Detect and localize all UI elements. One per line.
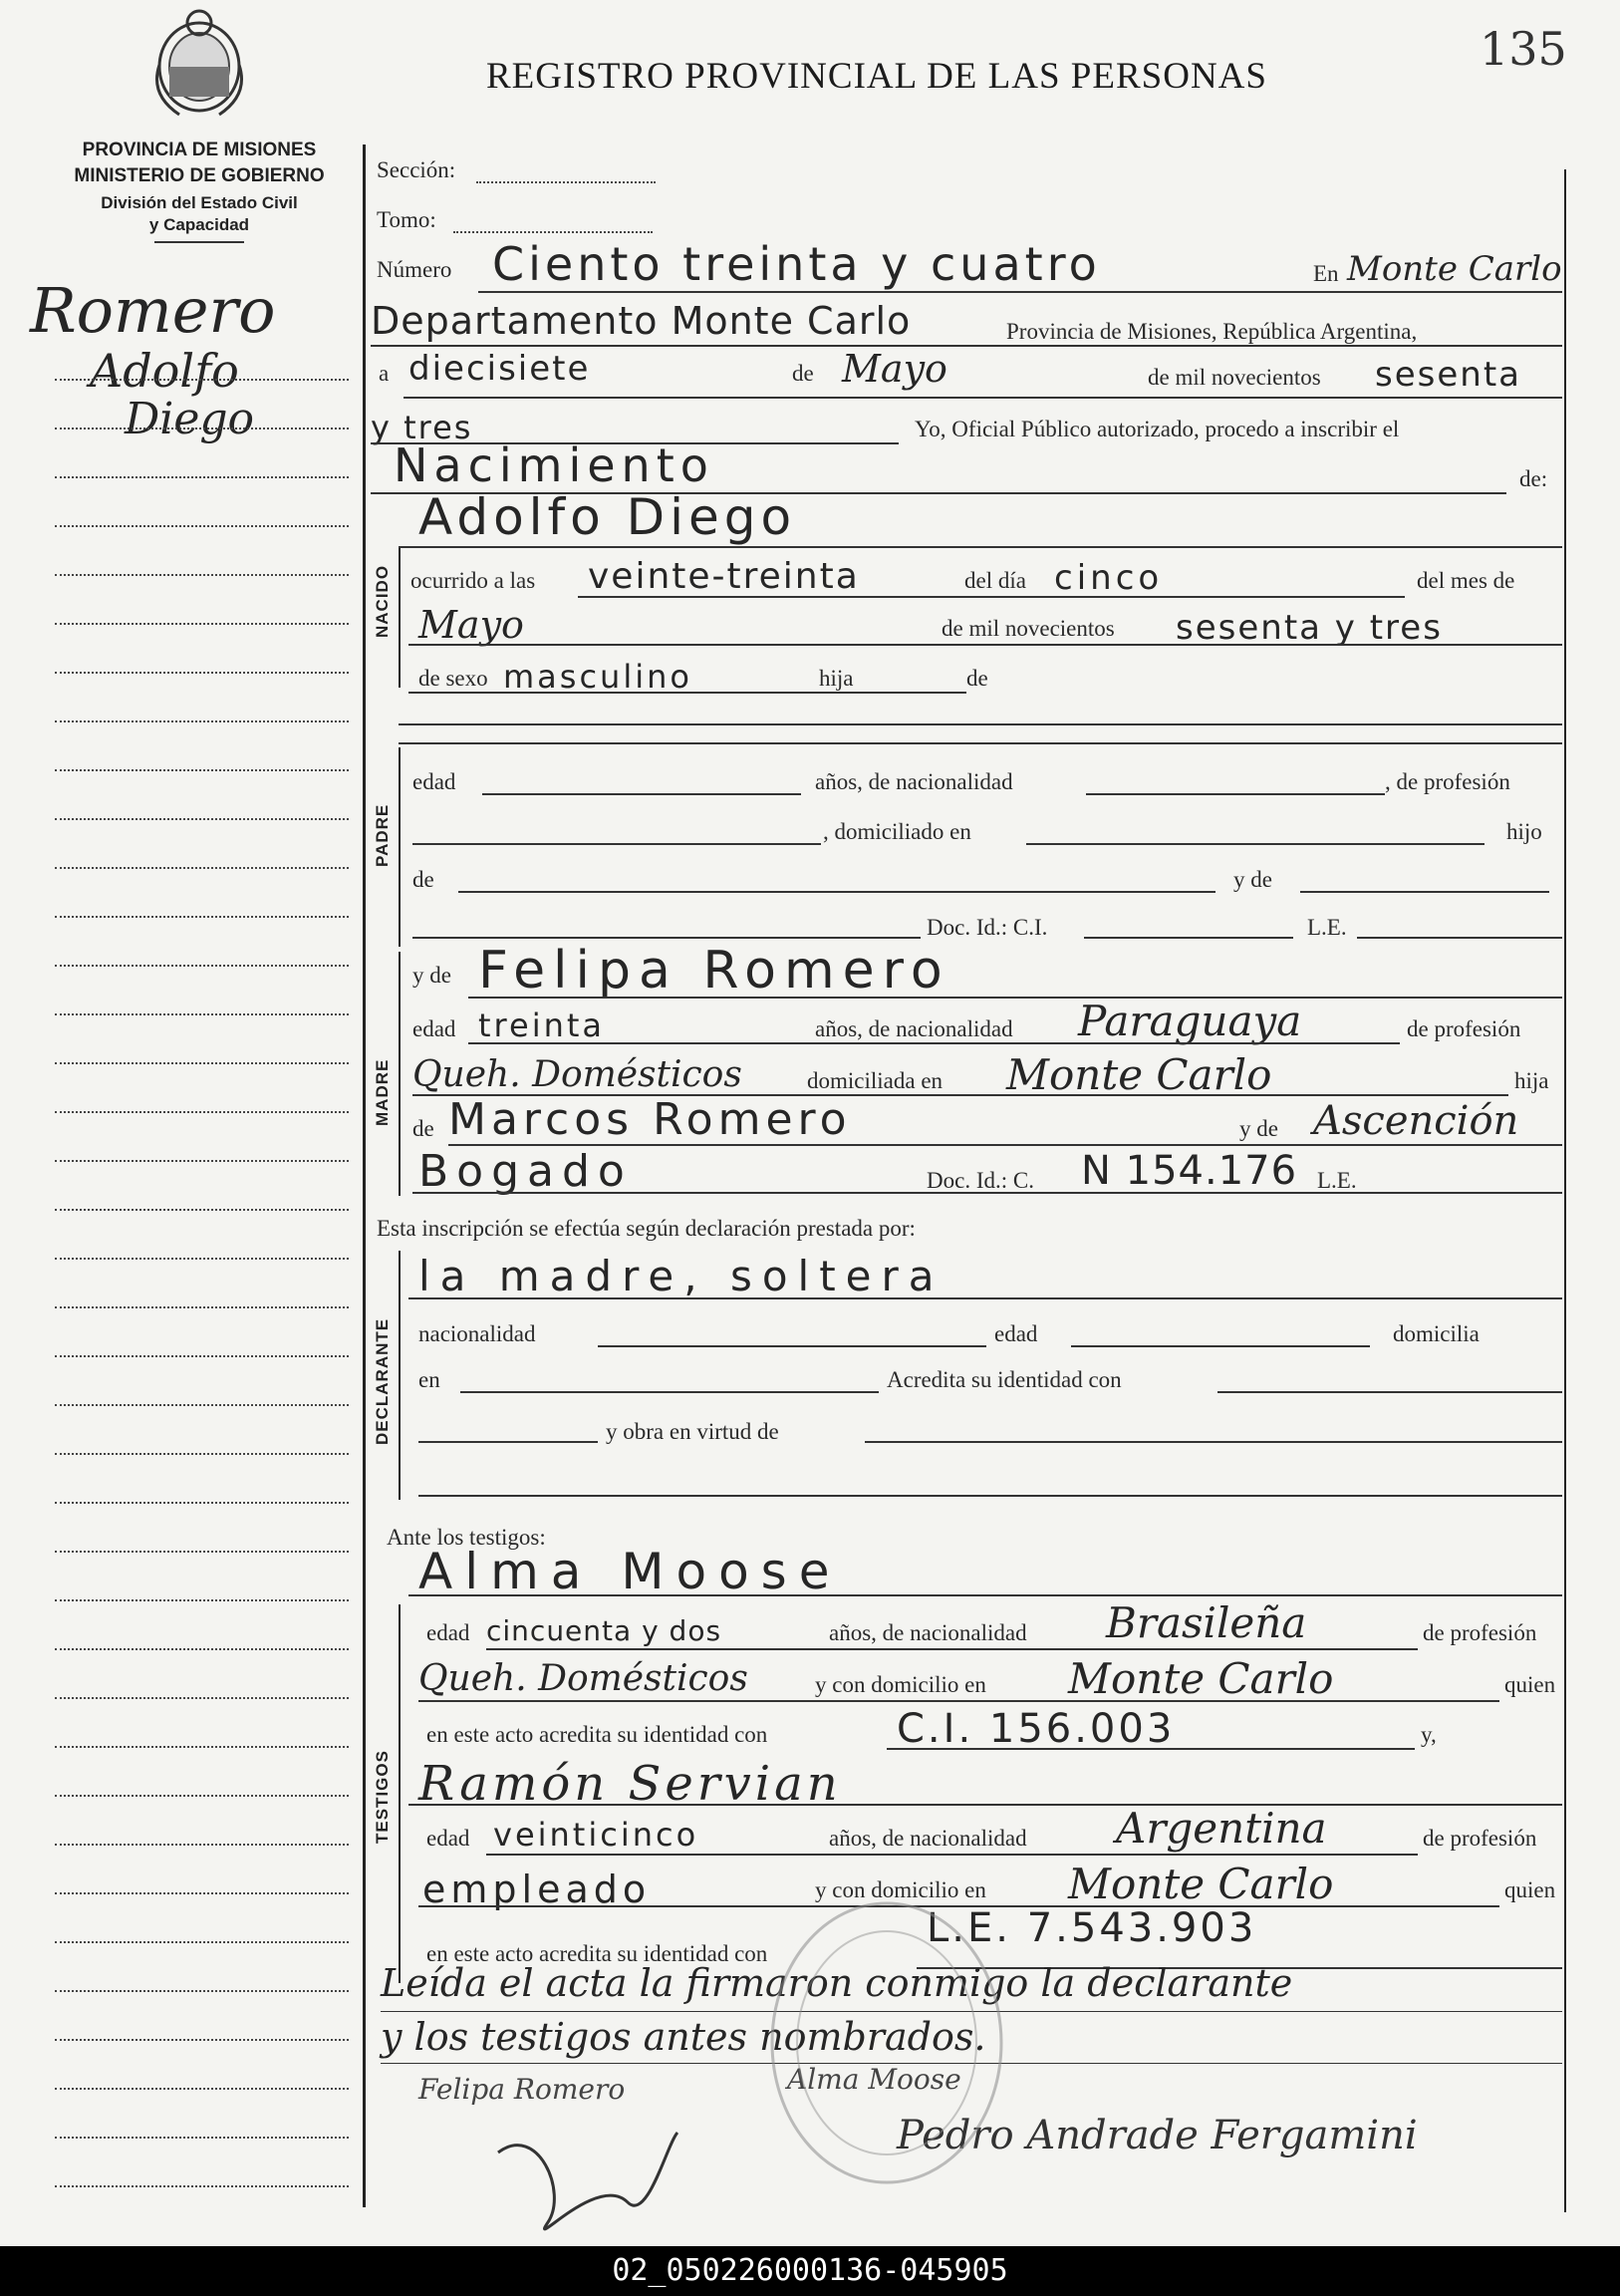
margin-dotted-line	[55, 379, 349, 381]
margin-dotted-line	[55, 574, 349, 576]
numero-label: Número	[377, 257, 452, 282]
margin-dotted-line	[55, 1551, 349, 1553]
madre-hija-label: hija	[1514, 1068, 1549, 1093]
t2-nac-value: Argentina	[1116, 1804, 1327, 1853]
left-header	[40, 140, 359, 243]
t1-edad-label: edad	[426, 1620, 470, 1645]
madre-doc-value: N 154.176	[1081, 1148, 1298, 1194]
anio2-value: y tres	[371, 409, 473, 446]
main-border-right	[1564, 169, 1566, 2212]
testigos-bracket	[399, 1604, 401, 1983]
side-label-declarante: DECLARANTE	[373, 1317, 392, 1445]
seccion-field	[476, 181, 656, 183]
t2-nac-label: años, de nacionalidad	[829, 1826, 1027, 1851]
t1-nac-label: años, de nacionalidad	[829, 1620, 1027, 1645]
margin-dotted-line	[55, 1892, 349, 1894]
t1-prof-value: Queh. Domésticos	[418, 1658, 748, 1699]
t2-doc-value: L.E. 7.543.903	[927, 1905, 1257, 1951]
declarante-acredita-line	[1217, 1391, 1562, 1393]
t1-doc-value: C.I. 156.003	[897, 1706, 1176, 1752]
margin-dotted-line	[55, 867, 349, 869]
abuela-value: Ascención	[1313, 1098, 1519, 1144]
t2-nombre-line	[408, 1804, 1562, 1806]
t1-dom-value: Monte Carlo	[1068, 1654, 1334, 1703]
t2-edad-label: edad	[426, 1826, 470, 1851]
margin-dotted-line	[55, 1990, 349, 1992]
t1-dom-line	[418, 1700, 1499, 1702]
margin-dotted-line	[55, 623, 349, 625]
margin-dotted-line	[55, 2088, 349, 2090]
padre-edad-line	[482, 793, 801, 795]
declarante-line	[408, 1297, 1562, 1299]
declarante-acredita-label: Acredita su identidad con	[887, 1367, 1122, 1392]
anio-nac-value: sesenta y tres	[1176, 608, 1443, 648]
margin-dotted-line	[55, 476, 349, 478]
mes-nac-value: Mayo	[418, 603, 524, 647]
fecha-line	[404, 397, 1562, 399]
declarante-value: la madre, soltera	[418, 1252, 945, 1300]
t1-dom-label: y con domicilio en	[815, 1672, 986, 1697]
padre-dom-label: , domiciliado en	[823, 819, 971, 844]
margin-dotted-line	[55, 720, 349, 722]
abuelo-value: Marcos Romero	[448, 1094, 852, 1145]
declarante-bracket	[399, 1251, 401, 1500]
dia-nac-value: cinco	[1054, 558, 1164, 598]
ocurrido-line	[578, 596, 1405, 598]
ocurrido-label: ocurrido a las	[410, 568, 536, 593]
testigos-label: Ante los testigos:	[387, 1525, 546, 1550]
margin-dotted-line	[55, 1111, 349, 1113]
t2-edad-line	[486, 1854, 1418, 1856]
de-label-2: de	[966, 666, 988, 691]
declarante-obra-line-2	[865, 1441, 1562, 1443]
margin-dotted-line	[55, 1306, 349, 1308]
t1-prof-label: de profesión	[1423, 1620, 1537, 1645]
seccion-label: Sección:	[377, 157, 456, 182]
mes-value: Mayo	[842, 347, 947, 391]
numero-value: Ciento treinta y cuatro	[492, 237, 1101, 291]
official-stamp-icon	[757, 1893, 1016, 2192]
nombre-line	[399, 546, 1562, 548]
t1-edad-line	[486, 1648, 1418, 1650]
declarante-extra-line	[418, 1495, 1562, 1497]
en-label: En	[1313, 261, 1339, 286]
padre-le-line	[1357, 937, 1562, 939]
declaracion-label: Esta inscripción se efectúa según declaración prestada por:	[377, 1216, 916, 1241]
t1-edad-value: cincuenta y dos	[486, 1614, 722, 1647]
padre-edad-label: edad	[412, 769, 456, 794]
madre-nombre-value: Felipa Romero	[478, 941, 950, 1001]
t2-nombre-value: Ramón Servian	[418, 1756, 842, 1812]
madre-edad-line	[468, 1042, 1400, 1044]
margin-dotted-line	[55, 1209, 349, 1211]
padre-ci-line	[1084, 937, 1293, 939]
firma-madre: Felipa Romero	[418, 2073, 626, 2106]
padre-hijo-label: hijo	[1506, 819, 1542, 844]
declarante-nac-label: nacionalidad	[418, 1321, 536, 1346]
nota-line-1: Leída el acta la firmaron conmigo la declarante	[381, 1961, 1293, 2005]
nota-line-2: y los testigos antes nombrados.	[381, 2015, 986, 2059]
margin-dotted-line	[55, 672, 349, 674]
tomo-label: Tomo:	[377, 207, 436, 232]
margin-dotted-line	[55, 2185, 349, 2187]
side-label-padre: PADRE	[373, 803, 392, 867]
margin-dotted-line	[55, 1844, 349, 1846]
nacido-bracket	[399, 548, 401, 688]
lugar-value: Monte Carlo	[1347, 249, 1562, 289]
demil-label: de mil novecientos	[1148, 365, 1321, 390]
margin-dotted-line	[55, 916, 349, 918]
t2-prof-label: de profesión	[1423, 1826, 1537, 1851]
margin-dotted-line	[55, 1746, 349, 1748]
deldia-label: del día	[964, 568, 1026, 593]
sexo-value: masculino	[503, 658, 692, 696]
t1-doc-line	[887, 1748, 1415, 1750]
madre-nac-label: años, de nacionalidad	[815, 1016, 1013, 1041]
margin-dotted-line	[55, 428, 349, 430]
signature-scribble-icon	[478, 2113, 697, 2252]
margin-dotted-line	[55, 1648, 349, 1650]
t1-acredita-label: en este acto acredita su identidad con	[426, 1722, 768, 1747]
declarante-en-line	[460, 1391, 879, 1393]
t2-acredita-label: en este acto acredita su identidad con	[426, 1941, 768, 1966]
madre-de-label: de	[412, 1116, 434, 1141]
hija-label: hija	[819, 666, 854, 691]
t2-prof-value: empleado	[422, 1867, 652, 1911]
abuela2-value: Bogado	[418, 1146, 633, 1197]
main-border-left	[363, 144, 366, 2207]
padre-doc-line	[412, 937, 921, 939]
sexo-line	[408, 692, 966, 694]
margin-dotted-line	[55, 1013, 349, 1015]
margin-dotted-line	[55, 1795, 349, 1797]
side-label-testigos: TESTIGOS	[373, 1750, 392, 1844]
madre-dom-value: Monte Carlo	[1006, 1050, 1272, 1099]
padre-dom-line	[1026, 843, 1485, 845]
tomo-field	[453, 231, 653, 233]
madre-nac-value: Paraguaya	[1078, 997, 1302, 1045]
madre-prof-value: Queh. Domésticos	[412, 1054, 742, 1095]
departamento-value: Departamento Monte Carlo	[371, 299, 912, 343]
margin-dotted-line	[55, 2039, 349, 2041]
madre-edad-value: treinta	[478, 1006, 606, 1044]
section-rule-2	[399, 742, 1562, 744]
madre-edad-label: edad	[412, 1016, 456, 1041]
delmes-label: del mes de	[1417, 568, 1515, 593]
margin-dotted-line	[55, 1941, 349, 1943]
t2-quien-label: quien	[1504, 1877, 1556, 1902]
t1-y-label: y,	[1421, 1722, 1437, 1747]
departamento-line	[371, 345, 1562, 347]
dia-value: diecisiete	[408, 349, 591, 389]
declarante-edad-line	[1071, 1345, 1370, 1347]
margin-dotted-line	[55, 965, 349, 967]
margin-dotted-line	[55, 1404, 349, 1406]
margin-dotted-line	[55, 769, 349, 771]
margin-dotted-line	[55, 1453, 349, 1455]
section-rule-1	[399, 723, 1562, 725]
side-label-nacido: NACIDO	[373, 564, 392, 638]
numero-line	[478, 291, 1562, 293]
padre-prof-line	[412, 843, 821, 845]
header-line-division: División del Estado Civil	[101, 193, 298, 212]
margin-dotted-line	[55, 2137, 349, 2139]
padre-bracket	[399, 747, 401, 947]
margin-name-first: Adolfo	[90, 344, 239, 398]
declarante-en-label: en	[418, 1367, 440, 1392]
margin-dotted-line	[55, 1355, 349, 1357]
margin-name-second: Diego	[125, 394, 255, 444]
declarante-nac-line	[598, 1345, 986, 1347]
desexo-label: de sexo	[418, 666, 488, 691]
madre-yde-label: y de	[412, 963, 451, 988]
anio1-value: sesenta	[1375, 355, 1521, 395]
padre-le-label: L.E.	[1307, 915, 1347, 940]
de-label: de	[792, 361, 814, 386]
margin-dotted-line	[55, 525, 349, 527]
madre-le-label: L.E.	[1317, 1168, 1357, 1193]
t1-quien-label: quien	[1504, 1672, 1556, 1697]
demil-label-2: de mil novecientos	[942, 616, 1115, 641]
madre-yde-label-2: y de	[1239, 1116, 1278, 1141]
de-colon-label: de:	[1519, 466, 1548, 491]
padre-doc-label: Doc. Id.: C.I.	[927, 915, 1048, 940]
nombre-value: Adolfo Diego	[418, 488, 797, 546]
padre-prof-label: , de profesión	[1385, 769, 1510, 794]
padre-yde-label: y de	[1233, 867, 1272, 892]
madre-bracket	[399, 952, 401, 1196]
t2-dom-label: y con domicilio en	[815, 1877, 986, 1902]
oficial-label: Yo, Oficial Público autorizado, procedo a inscribir el	[915, 417, 1400, 441]
header-line-ministry: MINISTERIO DE GOBIERNO	[74, 165, 325, 186]
document-id-footer: 02_050226000136-045905	[0, 2246, 1620, 2296]
padre-de-line	[458, 891, 1215, 893]
declarante-obra-line-1	[418, 1441, 598, 1443]
margin-surname: Romero	[30, 274, 276, 347]
margin-dotted-line	[55, 1062, 349, 1064]
t1-nombre-line	[408, 1594, 1562, 1596]
t1-nac-value: Brasileña	[1106, 1598, 1307, 1647]
t2-edad-value: veinticinco	[493, 1816, 699, 1854]
margin-dotted-line	[55, 1697, 349, 1699]
madre-doc-line	[412, 1192, 1562, 1194]
margin-dotted-line	[55, 818, 349, 820]
madre-dom-label: domiciliada en	[807, 1068, 944, 1093]
mes-nac-line	[408, 644, 1562, 646]
t1-nombre-value: Alma Moose	[418, 1543, 842, 1600]
declarante-obra-label: y obra en virtud de	[606, 1419, 779, 1444]
padre-nac-label: años, de nacionalidad	[815, 769, 1013, 794]
coat-of-arms-icon	[149, 5, 249, 125]
page-number: 135	[1480, 22, 1567, 76]
a-label: a	[379, 361, 390, 386]
firma-oficial: Pedro Andrade Fergamini	[897, 2113, 1418, 2158]
margin-dotted-line	[55, 1502, 349, 1504]
madre-prof-label: de profesión	[1407, 1016, 1521, 1041]
declarante-dom-label: domicilia	[1393, 1321, 1480, 1346]
page-title: REGISTRO PROVINCIAL DE LAS PERSONAS	[486, 56, 1267, 97]
firma-testigo: Alma Moose	[787, 2063, 961, 2096]
padre-yde-line	[1300, 891, 1549, 893]
madre-nombre-line	[468, 997, 1562, 999]
padre-de-label: de	[412, 867, 434, 892]
margin-dotted-line	[55, 1258, 349, 1260]
madre-doc-label: Doc. Id.: C.	[927, 1168, 1034, 1193]
declarante-edad-label: edad	[994, 1321, 1038, 1346]
hora-value: veinte-treinta	[588, 556, 860, 597]
margin-dotted-line	[55, 1599, 349, 1601]
provincia-label: Provincia de Misiones, República Argentina,	[1006, 319, 1418, 344]
padre-nac-line	[1086, 793, 1385, 795]
header-line-capacity: y Capacidad	[148, 215, 250, 234]
header-line-province: PROVINCIA DE MISIONES	[82, 140, 317, 160]
t2-dom-value: Monte Carlo	[1068, 1860, 1334, 1908]
acto-value: Nacimiento	[394, 438, 714, 492]
side-label-madre: MADRE	[373, 1058, 392, 1126]
margin-dotted-line	[55, 1160, 349, 1162]
